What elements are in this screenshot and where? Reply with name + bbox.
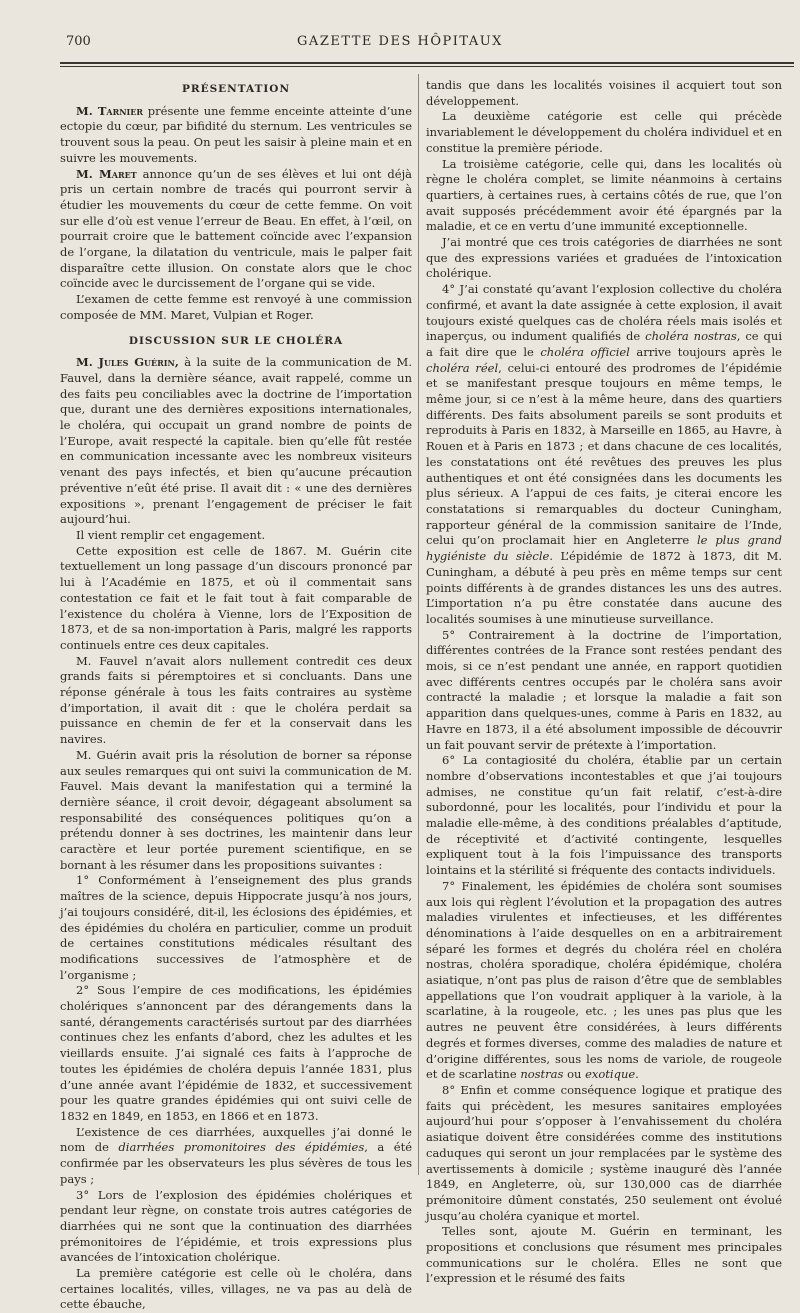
paragraph: 3° Lors de l’explosion des épidémies cholériques et pendant leur règne, on constate trois autres catégories de diarrhées qui ne sont que la continuation des diarrhées prémonitoires de l’épidémie, et trois expressions plus avancées de l’intoxication cholérique. xyxy=(60,1187,412,1265)
paragraph: 5° Contrairement à la doctrine de l’importation, différentes contrées de la France sont restées pendant des mois, si ce n’est pendant une année, en rapport quotidien avec différents centres occupés par le choléra sans avoir contracté la maladie ; et lorsque la maladie a fait son apparition dans quelques-unes, comme à Paris en 1832, au Havre en 1873, il a été absolument impossible de découvrir un fait pouvant servir de prétexte à l’importation. xyxy=(426,627,782,752)
paragraph-text: ou xyxy=(563,1067,586,1082)
speaker-name: M. Tarnier xyxy=(76,103,144,118)
italic-term: le plus grand hygiéniste du siècle xyxy=(426,533,782,564)
paragraph: 2° Sous l’empire de ces modifications, les épidémies cholériques s’annoncent par des dérangements dans la santé, dérangements caractérisés surtout par des diarrhées continues chez les enfants d’abord, chez les adultes et les vieillards ensuite. J’ai signalé ces faits à l’approche de toutes les épidémies de choléra depuis l’année 1831, plus d’une année avant l’épidémie de 1832, et successivement pour les quatre grandes épidémies qui ont suivi celle de 1832 en 1849, en 1853, en 1866 et en 1873. xyxy=(60,983,412,1123)
paragraph: La première catégorie est celle où le choléra, dans certaines localités, villes, villages, ne va pas au delà de cette ébauche, xyxy=(60,1266,412,1312)
paragraph-text: 4° J’ai constaté qu’avant l’explosion collective du choléra confirmé, et avant la date assignée à cette explosion, il avait toujours existé quelques cas de choléra réels mais isolés et inaperçus, ou indument qualifiés de xyxy=(426,282,782,344)
column-divider xyxy=(418,74,419,1175)
paragraph: Telles sont, ajoute M. Guérin en terminant, les propositions et conclusions que résument mes principales communications sur le choléra. Elles ne sont que l’expression et le résumé des faits xyxy=(426,1224,782,1286)
paragraph-text: présente une femme enceinte atteinte d’une ectopie du cœur, par bifidité du sternum. Les ventricules se trouvent sous la peau. On peut les saisir à pleine main et en suivre les mouvements. xyxy=(60,103,412,165)
paragraph xyxy=(60,1125,412,1188)
italic-term: choléra réel xyxy=(426,360,499,375)
paragraph: Il vient remplir cet engagement. xyxy=(76,527,266,542)
paragraph xyxy=(426,879,782,1083)
paragraph: 1° Conformément à l’enseignement des plus grands maîtres de la science, depuis Hippocrate jusqu’à nos jours, j’ai toujours considéré, dit-il, les éclosions des épidémies, et des épidémies du choléra en particulier, comme un produit de certaines constitutions médicales résultant des modifications successives de l’atmosphère et de l’organisme ; xyxy=(60,873,412,982)
paragraph-text: , ce qui a fait dire que le xyxy=(426,329,782,359)
paragraph xyxy=(60,104,412,167)
paragraph xyxy=(60,355,412,528)
paragraph-text: , celui-ci entouré des prodromes de l’épidémie et se manifestant presque toujours en même temps, le même jour, si ce n’est à la même heure, dans des quartiers différents. Des faits absolument pareils se sont produits et reproduits à Paris en 1832, à Marseille en 1865, au Havre, à Rouen et à Paris en 1873 ; et dans chacune de ces localités, les constatations ont été revêtues des preuves les plus authentiques et ont été consignées dans les documents les plus sérieux. A l’appui de ces faits, je citerai encore les constatations si remarquables du docteur Cuningham, rapporteur général de la commission sanitaire de l’Inde, celui qu’on proclamait hier en Angleterre xyxy=(426,360,782,548)
italic-term: diarrhées promonitoires des épidémies xyxy=(118,1140,365,1155)
paragraph xyxy=(426,282,782,627)
paragraph-text: annonce qu’un de ses élèves et lui ont déjà pris un certain nombre de tracés qui pourront servir à étudier les mouvements du cœur de cette femme. On voit sur elle d’où est venue l’erreur de Beau. En effet, à l’œil, on pourrait croire que le battement coïncide avec l’expansion de l’organe, la dilatation du ventricule, mais le palper fait disparaître cette illusion. On constate alors que le choc coïncide avec le durcissement de l’organe qui se vide. xyxy=(60,166,412,291)
paragraph-text: à la suite de la communication de M. Fauvel, dans la dernière séance, avait rappelé, comme un des faits peu conciliables avec la doctrine de l’importation que, durant une des dernières expositions internationales, le choléra, qui occupait un grand nombre de points de l’Europe, avait respecté la capitale. bien qu’elle fût restée en communication incessante avec les nombreux visiteurs venant des pays infectés, et bien qu’aucune précaution préventive n’eût été prise. Il avait dit : « une des dernières expositions », prenant l’engagement de préciser le fait aujourd’hui. xyxy=(60,355,412,527)
header-rule-thick xyxy=(60,62,794,64)
italic-term: choléra nostras xyxy=(645,329,737,344)
paragraph: 6° La contagiosité du choléra, établie par un certain nombre d’observations incontestables et que j’ai toujours admises, ne constitue qu’un fait relatif, c’est-à-dire subordonné, pour les localités, pour l’individu et pour la maladie elle-même, à des conditions préalables d’aptitude, de réceptivité et d’activité contingente, lesquelles expliquent tout à la fois l’impuissance des transports lointains et la stérilité si fréquente des contacts individuels. xyxy=(426,753,782,878)
paragraph: 8° Enfin et comme conséquence logique et pratique des faits qui précèdent, les mesures sanitaires employées aujourd’hui pour s’opposer à l’envahissement du choléra asiatique doivent être considérées comme des institutions caduques qui seront un jour remplacées par le système des avertissements à domicile ; système inauguré dès l’année 1849, en Angleterre, où, sur 130,000 cas de diarrhée prémonitoire dûment constatés, 250 seulement ont évolué jusqu’au choléra cyanique et mortel. xyxy=(426,1083,782,1223)
running-title: GAZETTE DES HÔPITAUX xyxy=(297,34,503,49)
italic-term: exotique xyxy=(585,1067,636,1082)
italic-term: choléra officiel xyxy=(540,344,630,359)
section-heading-discussion: DISCUSSION SUR LE CHOLÉRA xyxy=(128,334,344,347)
page-number: 700 xyxy=(66,34,91,49)
paragraph xyxy=(60,167,412,293)
paragraph: L’examen de cette femme est renvoyé à une commission composée de MM. Maret, Vulpian et Roger. xyxy=(60,292,412,322)
paragraph: La troisième catégorie, celle qui, dans les localités où règne le choléra complet, se limite néanmoins à certains quartiers, à certaines rues, à certains côtés de rue, que l’on avait supposés précédemment avoir été épargnés par la maladie, et ce en vertu d’une immunité exceptionnelle. xyxy=(426,156,782,234)
page-header xyxy=(0,30,800,54)
italic-term: nostras xyxy=(520,1067,564,1082)
section-heading-presentation: PRÉSENTATION xyxy=(181,83,291,95)
paragraph: M. Fauvel n’avait alors nullement contredit ces deux grands faits si péremptoires et si concluants. Dans une réponse générale à tous les faits contraires au système d’importation, il avait dit : que le choléra perdait sa puissance en chemin de fer et la conservait dans les navires. xyxy=(60,653,412,747)
paragraph-text: L’existence de ces diarrhées, auxquelles j’ai donné le nom de xyxy=(60,1124,412,1155)
paragraph: La deuxième catégorie est celle qui précède invariablement le développement du choléra individuel et en constitue la première période. xyxy=(426,109,782,155)
paragraph-text: 7° Finalement, les épidémies de choléra sont soumises aux lois qui règlent l’évolution et la propagation des autres maladies virulentes et infectieuses, et les différentes dénominations à l’aide desquelles on en a arbitrairement séparé les formes et degrés du choléra réel en choléra nostras, choléra sporadique, choléra épidémique, choléra asiatique, n’ont pas plus de raison d’être que de semblables appellations que l’on voudrait appliquer à la variole, à la scarlatine, à la rougeole, etc. ; les unes pas plus que les autres ne peuvent être considérées, à leurs différents degrés et formes diverses, comme des maladies de nature et d’origine différentes, sous les noms de variole, de rougeole et de scarlatine xyxy=(426,878,782,1082)
speaker-name: M. Jules Guérin, xyxy=(76,355,179,370)
paragraph-text: . xyxy=(635,1067,639,1082)
right-column xyxy=(426,78,782,1286)
paragraph-text: . L’épidémie de 1872 à 1873, dit M. Cuningham, a débuté à peu près en même temps sur cent points différents à de grandes distances les uns des autres. L’importation n’a pu être constatée dans aucune des localités soumises à une minutieuse surveillance. xyxy=(426,549,782,626)
paragraph: M. Guérin avait pris la résolution de borner sa réponse aux seules remarques qui ont suivi la communication de M. Fauvel. Mais devant la manifestation qui a terminé la dernière séance, il croit devoir, dégageant absolument sa responsabilité des conséquences politiques qu’on a prétendu donner à ses doctrines, les maintenir dans leur caractère et leur portée purement scientifique, en se bornant à les résumer dans les propositions suivantes : xyxy=(60,747,412,872)
left-column xyxy=(60,78,413,1312)
paragraph: J’ai montré que ces trois catégories de diarrhées ne sont que des expressions variées et graduées de l’intoxication cholérique. xyxy=(426,235,782,281)
paragraph-text: arrive toujours après le xyxy=(629,344,782,359)
speaker-name: M. Maret xyxy=(76,166,137,181)
paragraph: tandis que dans les localités voisines il acquiert tout son développement. xyxy=(426,78,782,108)
paragraph-text: , a été confirmée par les observateurs les plus sévères de tous les pays ; xyxy=(60,1140,413,1186)
header-rule-thin xyxy=(60,66,794,67)
paragraph: Cette exposition est celle de 1867. M. Guérin cite textuellement un long passage d’un discours prononcé par lui à l’Académie en 1875, et où il commentait sans contestation ce fait et le fait tout à fait comparable de l’existence du choléra à Vienne, lors de l’Exposition de 1873, et de sa non-importation à Paris, malgré les rapports continuels entre ces deux capitales. xyxy=(60,543,412,652)
